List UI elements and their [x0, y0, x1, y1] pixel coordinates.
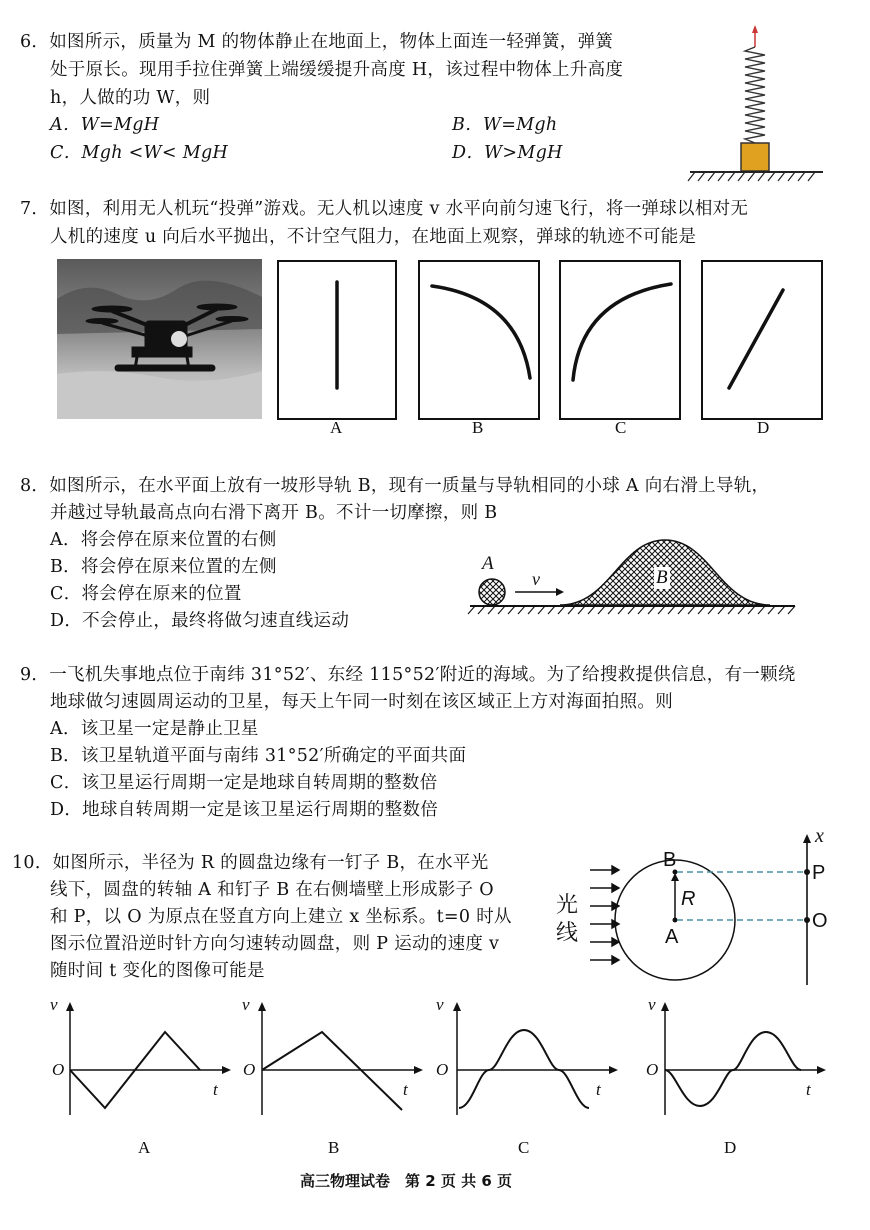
- q10-label-o: O: [812, 910, 828, 932]
- q10-disk-figure: [585, 830, 845, 990]
- q8-velocity-label: v: [532, 569, 540, 589]
- q8-option-d: D．不会停止，最终将做匀速直线运动: [50, 611, 350, 631]
- q8-line-2: 并越过导轨最高点向右滑下离开 B。不计一切摩擦，则 B: [50, 503, 498, 523]
- q7-option-b-box: [418, 260, 540, 420]
- q7-line-1: 7．如图，利用无人机玩“投弹”游戏。无人机以速度 v 水平向前匀速飞行，将一弹球以相对无: [20, 199, 749, 219]
- q10-line-1: 10．如图所示，半径为 R 的圆盘边缘有一钉子 B，在水平光: [12, 853, 489, 873]
- q10-label-b-graph: B: [328, 1138, 340, 1157]
- q10-label-r: R: [681, 888, 696, 910]
- q9-option-d: D．地球自转周期一定是该卫星运行周期的整数倍: [50, 800, 439, 820]
- q9-option-a: A．该卫星一定是静止卫星: [50, 719, 259, 739]
- q10-graph-c: [437, 1000, 637, 1120]
- graph-c-t: t: [596, 1080, 601, 1099]
- q6-line-1: 6．如图所示，质量为 M 的物体静止在地面上，物体上面连一轻弹簧，弹簧: [20, 32, 614, 52]
- q8-option-a: A．将会停在原来位置的右侧: [50, 530, 277, 550]
- graph-c-o: O: [436, 1060, 449, 1079]
- trajectory-curve-up: [561, 262, 683, 422]
- q6-option-a: A．W=MgH: [50, 115, 160, 135]
- graph-b-t: t: [403, 1080, 408, 1099]
- trajectory-straight-diagonal: [703, 262, 825, 422]
- q10-label-d-graph: D: [724, 1138, 737, 1157]
- q7-label-b: B: [472, 418, 484, 437]
- graph-b-o: O: [243, 1060, 256, 1079]
- q7-option-a-box: [277, 260, 397, 420]
- q10-label-a: A: [665, 926, 679, 948]
- q8-option-c: C．将会停在原来的位置: [50, 584, 242, 604]
- q10-label-b: B: [663, 849, 677, 871]
- trajectory-curve-down: [420, 262, 542, 422]
- q7-label-d: D: [757, 418, 770, 437]
- q6-option-c: C．Mgh <W< MgH: [50, 143, 229, 163]
- q9-line-1: 9．一飞机失事地点位于南纬 31°52′、东经 115°52′附近的海域。为了给搜救提供信息，有一颗绕: [20, 665, 796, 685]
- graph-a-o: O: [52, 1060, 65, 1079]
- q7-line-2: 人机的速度 u 向后水平抛出，不计空气阻力，在地面上观察，弹球的轨迹不可能是: [50, 227, 697, 247]
- q9-option-b: B．该卫星轨道平面与南纬 31°52′所确定的平面共面: [50, 746, 467, 766]
- q10-light-label: 光线: [556, 893, 579, 946]
- q10-label-p: P: [812, 862, 826, 884]
- trajectory-vertical: [279, 262, 399, 422]
- graph-a-v: v: [50, 995, 58, 1014]
- graph-d-t: t: [806, 1080, 811, 1099]
- q10-graph-d: [645, 1000, 845, 1120]
- q10-label-a-graph: A: [138, 1138, 151, 1157]
- graph-b-v: v: [242, 995, 250, 1014]
- q7-label-c: C: [615, 418, 627, 437]
- q7-label-a: A: [330, 418, 343, 437]
- q7-option-d-box: [701, 260, 823, 420]
- q9-line-2: 地球做匀速圆周运动的卫星，每天上午同一时刻在该区域正上方对海面拍照。则: [50, 692, 673, 712]
- q6-spring-figure: [685, 25, 825, 190]
- q6-line-3: h，人做的功 W，则: [50, 88, 211, 108]
- q9-option-c: C．该卫星运行周期一定是地球自转周期的整数倍: [50, 773, 438, 793]
- q6-option-d: D．W>MgH: [452, 143, 563, 163]
- q8-rail-label: B: [656, 567, 668, 588]
- q7-option-c-box: [559, 260, 681, 420]
- q10-label-c-graph: C: [518, 1138, 530, 1157]
- q10-label-x: x: [815, 825, 824, 847]
- q6-option-b: B．W=Mgh: [452, 115, 558, 135]
- q10-line-3: 和 P，以 O 为原点在竖直方向上建立 x 坐标系。t=0 时从: [50, 907, 512, 927]
- graph-d-o: O: [646, 1060, 659, 1079]
- q10-line-5: 随时间 t 变化的图像可能是: [50, 961, 265, 981]
- q6-line-2: 处于原长。现用手拉住弹簧上端缓缓提升高度 H，该过程中物体上升高度: [50, 60, 624, 80]
- q10-line-2: 线下，圆盘的转轴 A 和钉子 B 在右侧墙壁上形成影子 O: [50, 880, 494, 900]
- graph-d-v: v: [648, 995, 656, 1014]
- q8-line-1: 8．如图所示，在水平面上放有一坡形导轨 B，现有一质量与导轨相同的小球 A 向右滑上导轨，: [20, 476, 770, 496]
- q8-ramp-figure: [460, 530, 800, 630]
- q10-line-4: 图示位置沿逆时针方向匀速转动圆盘，则 P 运动的速度 v: [50, 934, 500, 954]
- drone-photo: [57, 259, 262, 419]
- q10-graph-b: [242, 1000, 442, 1120]
- graph-c-v: v: [436, 995, 444, 1014]
- q8-ball-label: A: [482, 553, 494, 574]
- page-footer: 高三物理试卷 第 2 页 共 6 页: [300, 1172, 512, 1190]
- graph-a-t: t: [213, 1080, 218, 1099]
- q8-option-b: B．将会停在原来位置的左侧: [50, 557, 277, 577]
- q10-graph-a: [50, 1000, 250, 1120]
